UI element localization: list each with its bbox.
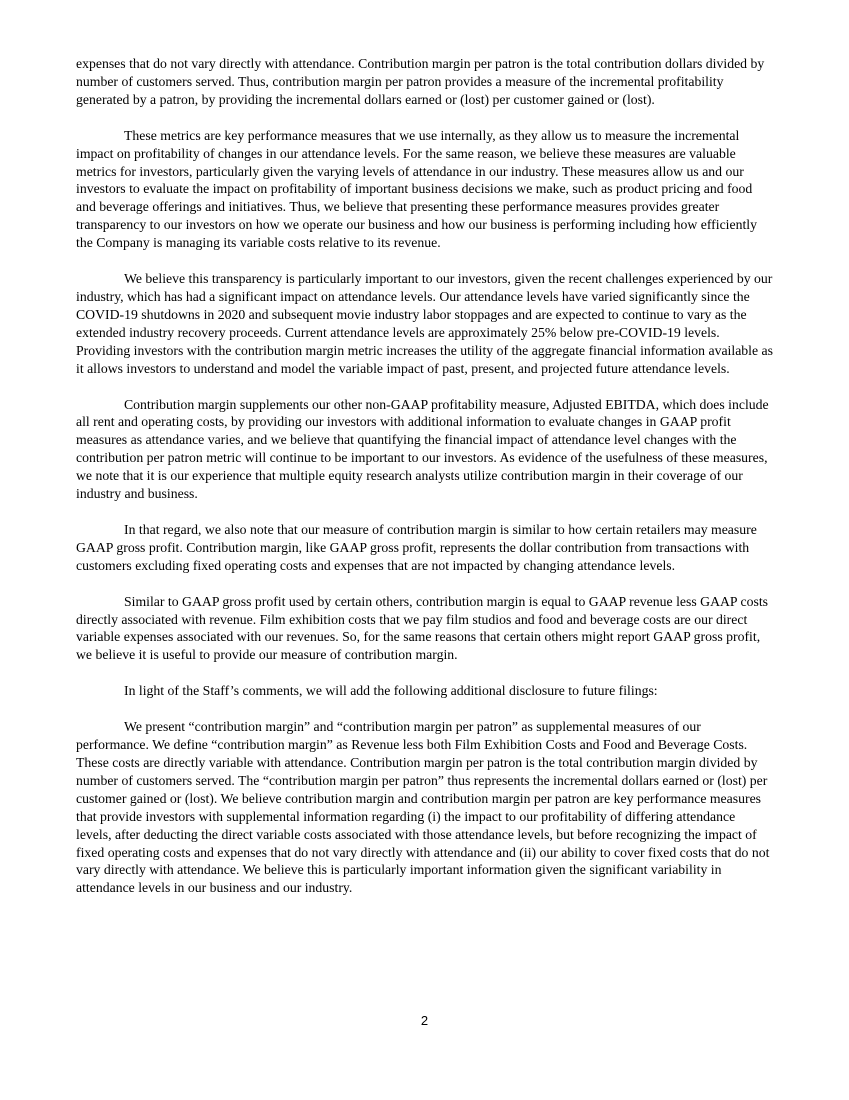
paragraph-gross-profit: Similar to GAAP gross profit used by certain others, contribution margin is equal to GAAP revenue less GAAP costs directly associated with revenue. Film exhibition costs that we pay film studios and food and beverage costs are our direct variable expenses associated with our revenues. So, for the same reasons that certain others might report GAAP gross profit, we believe it is useful to provide our measure of contribution margin.	[76, 593, 769, 663]
page-number: 2	[420, 1013, 429, 1028]
paragraph-transparency: We believe this transparency is particularly important to our investors, given the recent challenges experienced by our industry, which has had a significant impact on attendance levels. Our attendance levels have varied significantly since the COVID-19 shutdowns in 2020 and subsequent movie industry labor stoppages and are expected to continue to vary as the extended industry recovery proceeds. Current attendance levels are approximately 25% below pre-COVID-19 levels. Providing investors with the contribution margin metric increases the utility of the aggregate financial information available as it allows investors to understand and model the variable impact of past, present, and projected future attendance levels.	[76, 271, 773, 376]
paragraph-retail-comparison: In that regard, we also note that our measure of contribution margin is similar to how certain retailers may measure GAAP gross profit. Contribution margin, like GAAP gross profit, represents the dollar contribution from transactions with customers excluding fixed operating costs and expenses that are not impacted by changing attendance levels.	[76, 521, 757, 573]
paragraph-key-metrics: These metrics are key performance measures that we use internally, as they allow us to measure the incremental impact on profitability of changes in our attendance levels. For the same reason, we believe these measures are valuable metrics for investors, particularly given the varying levels of attendance in our industry. These measures allow us and our investors to evaluate the impact on profitability of important business decisions we make, such as product pricing and food and beverage offerings and initiatives. Thus, we believe that presenting these performance measures provides greater transparency to our investors on how we operate our business and how our business is performing including how efficiently the Company is managing its variable costs relative to its revenue.	[76, 127, 757, 251]
paragraph-adjusted-ebitda: Contribution margin supplements our other non-GAAP profitability measure, Adjusted EBITDA, which does include all rent and operating costs, by providing our investors with additional information to evaluate changes in GAAP profit measures as attendance varies, and we believe that quantifying the financial impact of attendance level changes with the contribution per patron metric will continue to be important to our investors. As evidence of the usefulness of these measures, we note that it is our experience that multiple equity research analysts utilize contribution margin in their coverage of our industry and business.	[76, 396, 769, 502]
paragraph-continuation: expenses that do not vary directly with attendance. Contribution margin per patron is the total contribution dollars divided by number of customers served. Thus, contribution margin per patron provides a measure of the incremental profitability generated by a patron, by providing the incremental dollars earned or (lost) per customer gained or (lost).	[76, 56, 765, 107]
paragraph-proposed-disclosure: We present “contribution margin” and “contribution margin per patron” as supplemental measures of our performance. We define “contribution margin” as Revenue less both Film Exhibition Costs and Food and Beverage Costs. These costs are directly variable with attendance. Contribution margin per patron is the total contribution margin divided by number of customers served. The “contribution margin per patron” thus represents the incremental dollars earned or (lost) per customer gained or (lost). We believe contribution margin and contribution margin per patron are key performance measures that provide investors with supplemental information regarding (i) the impact to our profitability of differing attendance levels, after deducting the direct variable costs associated with those attendance levels, but before recognizing the impact of fixed operating costs and expenses that do not vary directly with attendance and (ii) our ability to cover fixed costs that do not vary directly with attendance. We believe this is particularly important information given the significant variability in attendance levels in our business and our industry.	[76, 719, 770, 896]
paragraph-staff-comments: In light of the Staff’s comments, we will add the following additional disclosure to future filings:	[124, 683, 658, 699]
document-body	[76, 55, 774, 915]
